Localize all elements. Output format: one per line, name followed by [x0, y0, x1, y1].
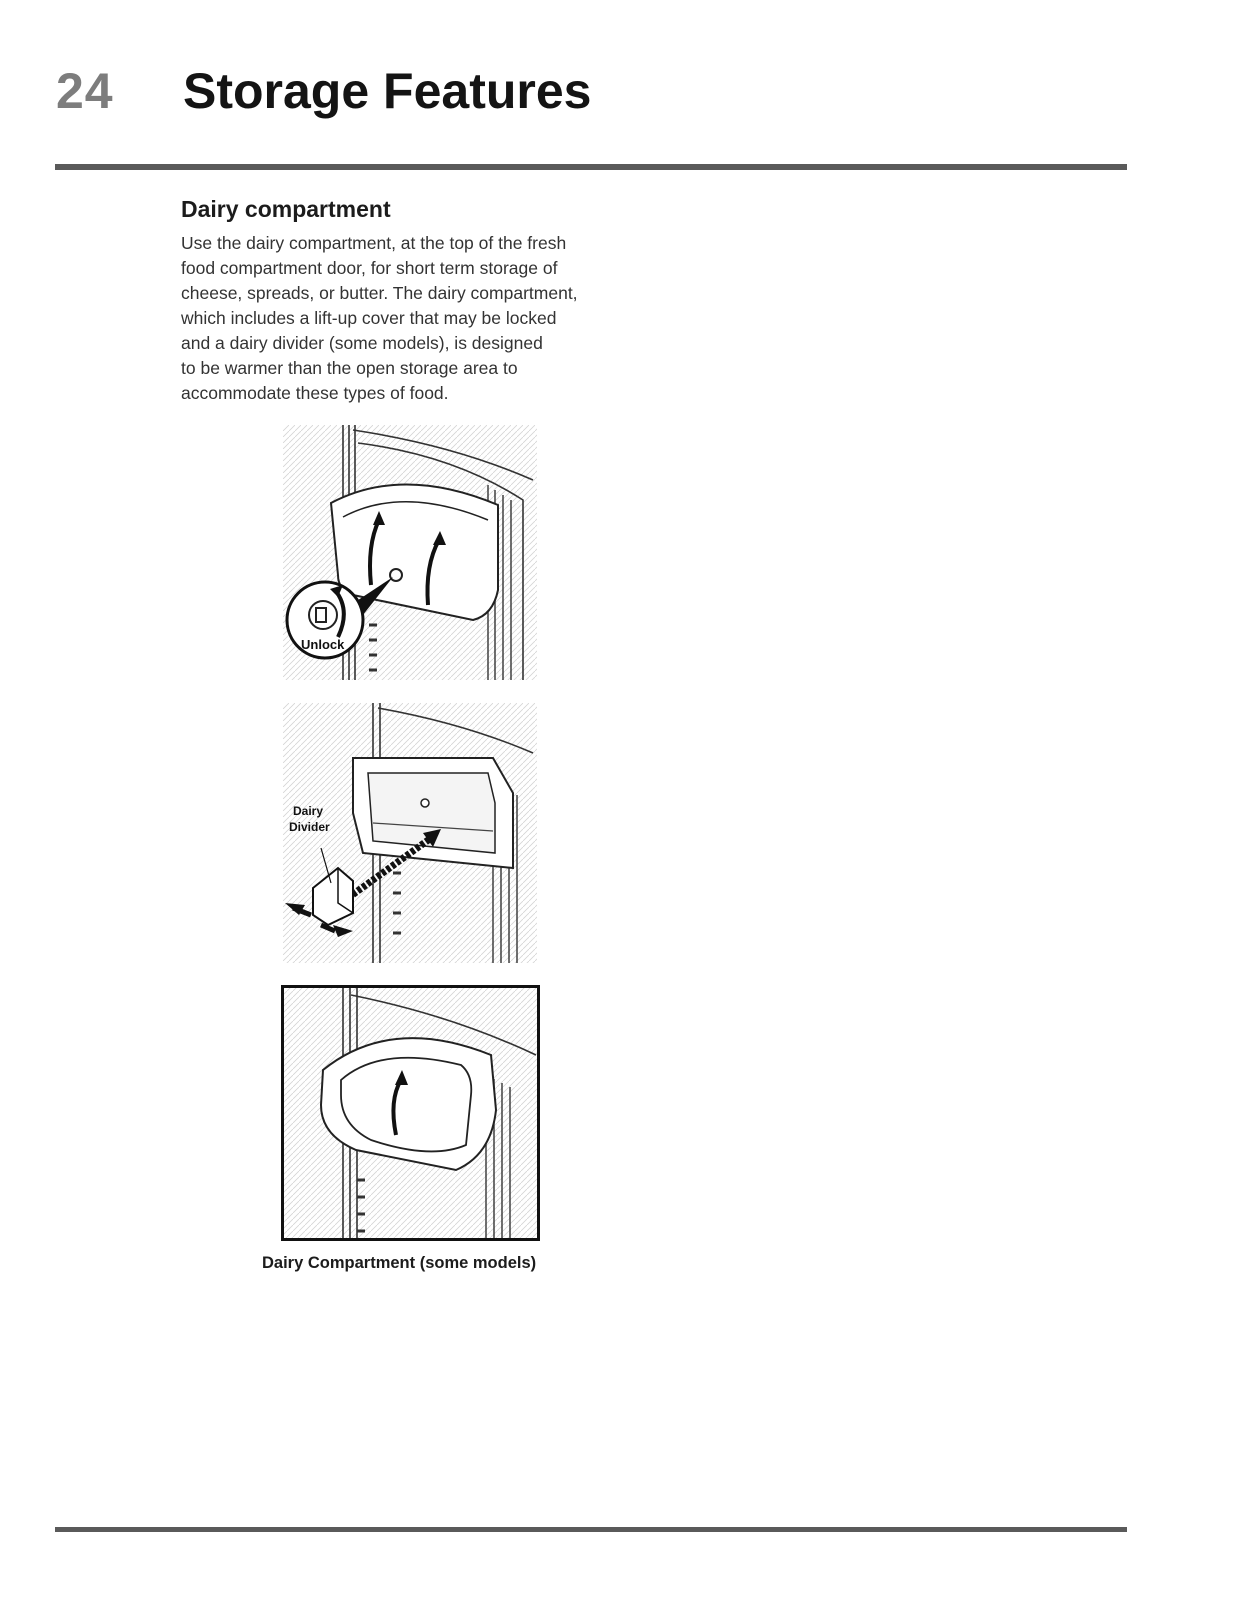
bottom-rule [55, 1527, 1127, 1532]
body-line: cheese, spreads, or butter. The dairy compartment, [181, 283, 578, 303]
figure-caption: Dairy Compartment (some models) [262, 1254, 537, 1272]
top-rule [55, 164, 1127, 170]
body-line: food compartment door, for short term storage of [181, 258, 558, 278]
page-title: Storage Features [183, 63, 592, 119]
divider-label-2: Divider [289, 820, 330, 834]
divider-illustration [283, 703, 537, 963]
section-heading: Dairy compartment [181, 196, 391, 222]
body-text [181, 231, 661, 406]
page-number: 24 [56, 63, 114, 119]
body-line: accommodate these types of food. [181, 383, 449, 403]
unlock-label: Unlock [301, 637, 345, 652]
body-line: to be warmer than the open storage area to [181, 358, 518, 378]
body-line: Use the dairy compartment, at the top of the fresh [181, 233, 567, 253]
body-line: which includes a lift-up cover that may be locked [181, 308, 557, 328]
closed-cover-illustration [281, 985, 540, 1241]
divider-label-1: Dairy [293, 804, 324, 818]
body-line: and a dairy divider (some models), is designed [181, 333, 543, 353]
unlock-illustration [283, 425, 537, 680]
